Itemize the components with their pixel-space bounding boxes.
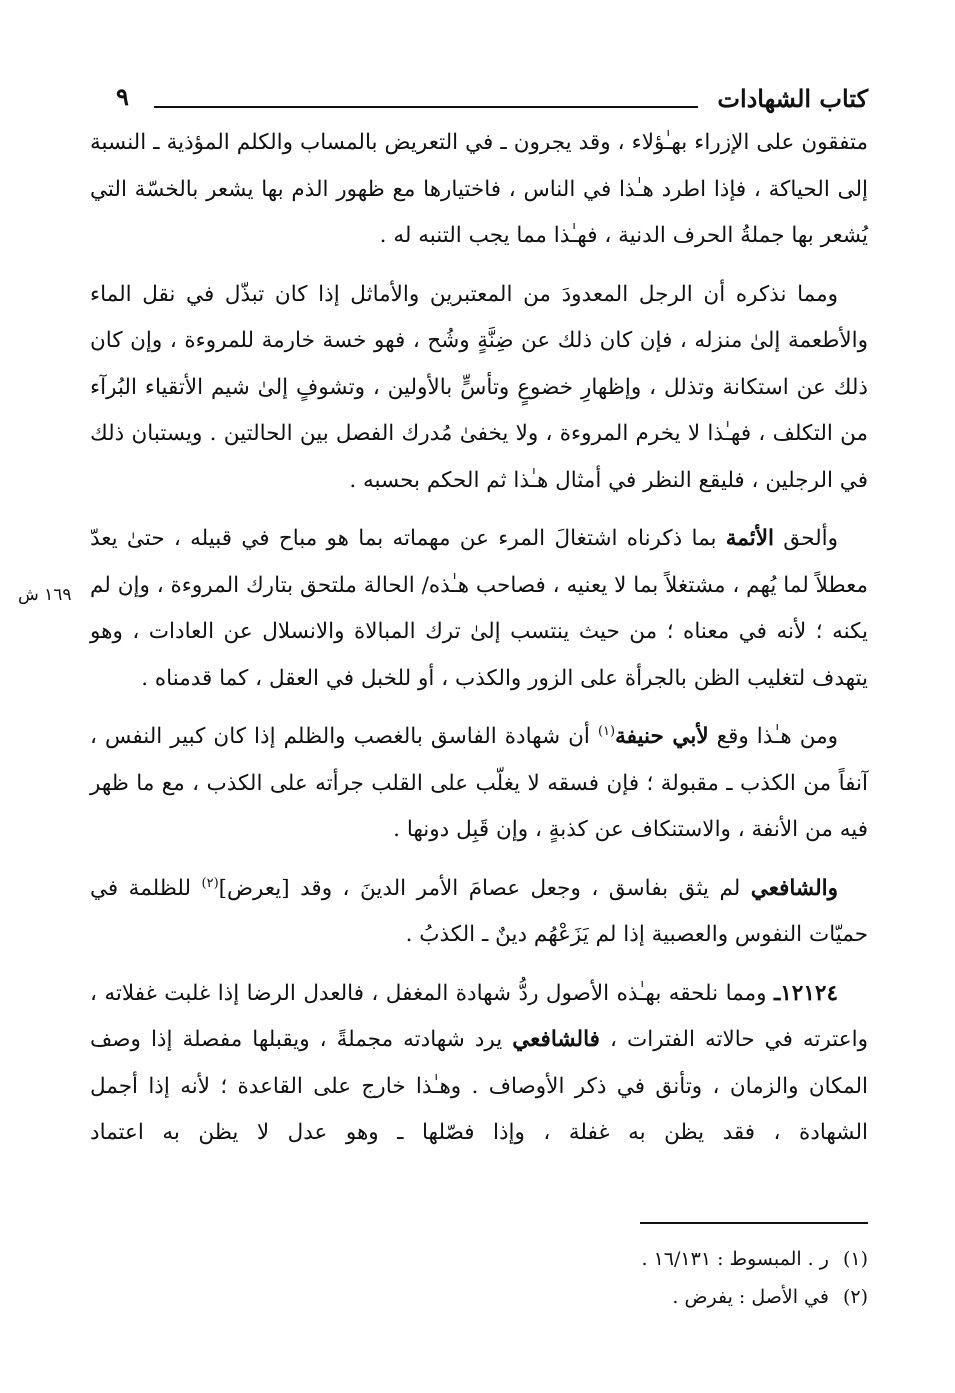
paragraph-text: لم يثق بفاسق ، وجعل عصامَ الأمر الدينَ ، وقد [يعرض] [218,875,751,901]
paragraph-text: يرد شهادته مجملةً ، ويقبلها مفصلة إذا وصف المكان والزمان ، وتأنق في ذكر الأوصاف . وهـٰذا خارج على القاعدة ؛ لأنه إذا أجمل الشهادة ، فقد يظن به غفلة ، وإذا فصّلها ـ وهو عدل لا يظن به اعتماد [90,1027,868,1145]
paragraph [90,516,868,702]
footnote-text: في الأصل : يفرض . [672,1286,829,1308]
paragraph [90,272,868,505]
paragraph [90,971,868,1157]
bold-term: الأئمة [725,526,774,551]
footnote [300,1278,868,1316]
bold-term: فالشافعي [512,1027,600,1052]
header-rule [154,106,698,108]
paragraph-text: ومن هـٰذا وقع [708,724,838,749]
footnotes [300,1240,868,1316]
paragraph-text: متفقون على الإزراء بهـٰؤلاء ، وقد يجرون ـ في التعريض بالمساب والكلم المؤذية ـ النسبة إلى الحياكة ، فإذا اطرد هـٰذا في الناس ، فاختيارها مع ظهور الذم بها يشعر بالخسّة التي يُشعر بها جملةُ الحرف الدنية ، فهـٰذا مما يجب التنبه له . [90,130,868,248]
bold-term: لأبي حنيفة [615,724,709,749]
footnote-ref: (٢) [201,875,219,891]
footnote [300,1240,868,1278]
footnote-mark: (١) [842,1248,868,1270]
page-header [108,78,868,118]
paragraph [90,866,868,959]
main-text [90,120,868,1169]
running-title: كتاب الشهادات [717,84,868,113]
page-number: ٩ [116,82,129,111]
section-number: ١٢١٢٤ـ [773,980,838,1006]
footnote-text: ر . المبسوط : ١٦/١٣١ . [641,1248,829,1270]
paragraph-text: ومما نلحقه بهـٰذه الأصول ردُّ شهادة المغفل ، فالعدل الرضا إذا غلبت غفلاته ، واعترته في حالاته الفترات ، [90,980,868,1052]
paragraph-text: أن شهادة الفاسق بالغصب والظلم إذا كان كبير النفس ، آنفاً من الكذب ـ مقبولة ؛ فإن فسقه لا يغلّب على القلب جرأته على الكذب ، مع ما ظهر فيه من الأنفة ، والاستنكاف عن كذبةٍ ، وإن قَبِل دونها . [90,724,868,842]
footnote-rule [640,1222,868,1224]
paragraph [90,714,868,854]
paragraph-text: للظلمة في حميّات النفوس والعصبية إذا لم يَزَعْهُم دينٌ ـ الكذبُ . [90,875,868,947]
paragraph-text: ومما نذكره أن الرجل المعدودَ من المعتبرين والأماثل إذا كان تبذّل في نقل الماء والأطعمة إلىٰ منزله ، فإن كان ذلك عن ضِنَّةٍ وشُح ، فهو خسة خارمة للمروءة ، وإن كان ذلك عن استكانة وتذلل ، وإظهارِ خضوعٍ وتأسٍّ بالأولين ، وتشوفٍ إلىٰ شيم الأتقياء البُرآء من التكلف ، فهـٰذا لا يخرم المروءة ، ولا يخفىٰ مُدرك الفصل بين الحالتين . ويستبان ذلك في الرجلين ، فليقع النظر في أمثال هـٰذا ثم الحكم بحسبه . [90,281,868,493]
footnote-mark: (٢) [842,1286,868,1308]
paragraph-text: وألحق [773,526,838,551]
paragraph [90,120,868,260]
bold-term: والشافعي [750,875,838,901]
paragraph-text: بما ذكرناه اشتغالَ المرء عن مهماته بما هو مباح في قبيله ، حتىٰ يعدّ معطلاً لما يُهم ، مشتغلاً بما لا يعنيه ، فصاحب هـٰذه/ الحالة ملتحق بتارك المروءة ، وإن لم يكنه ؛ لأنه في معناه ؛ من حيث ينتسب إلىٰ ترك المبالاة والانسلال عن العادات ، وهو يتهدف لتغليب الظن بالجرأة على الزور والكذب ، أو للخبل في العقل ، كما قدمناه . [90,526,868,691]
margin-folio-note: ١٦٩ ش [18,585,72,605]
footnote-ref: (١) [597,723,616,739]
